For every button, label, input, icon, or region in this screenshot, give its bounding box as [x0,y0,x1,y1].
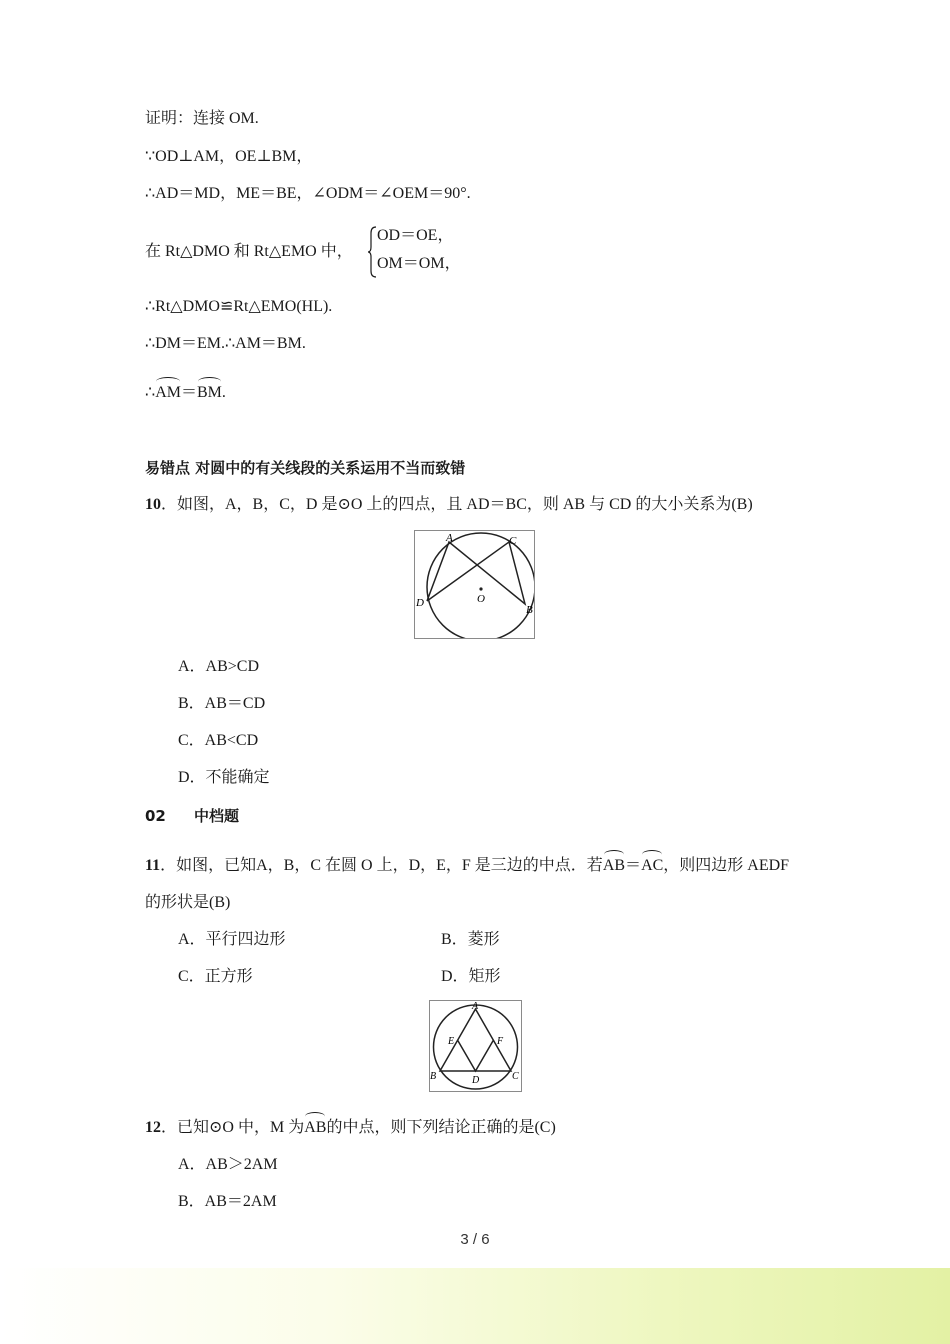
figure-q11-triangle [429,1000,522,1092]
proof-line-3: ∴AD＝MD，ME＝BE，∠ODM＝∠OEM＝90°. [145,185,471,202]
label-d: D [472,1075,480,1086]
quadrilateral-edges [458,1040,494,1071]
circle-o [427,533,535,639]
question-11-continued: 的形状是(B) [145,894,231,911]
q10-option-a: A．AB>CD [178,658,260,675]
arc-ab: AB [603,855,625,877]
section-error-title: 易错点 对圆中的有关线段的关系运用不当而致错 [145,459,466,477]
question-text-a: ．已知⊙O 中，M 为 [161,1119,305,1136]
q11-option-a: A．平行四边形 [178,931,286,948]
label-d: D [416,597,424,609]
question-text: ．如图，A，B，C，D 是⊙O 上的四点，且 AD＝BC，则 AB 与 CD 的大小关系为(B) [161,496,753,513]
label-a: A [446,532,453,544]
question-text-b: 的中点，则下列结论正确的是(C) [326,1119,556,1136]
brace-line-bottom: OM＝OM， [377,255,461,272]
section-mid-number: 02 [145,807,166,825]
equation-brace-system [368,225,488,279]
center-point [479,587,482,590]
question-number: 10 [145,496,161,513]
equals-sign: ＝ [180,384,197,401]
question-number: 12 [145,1119,161,1136]
footer-decoration [0,1268,950,1344]
figure-q10-circle [414,530,535,639]
proof-line-5: ∴Rt△DMO≌Rt△EMO(HL). [145,298,333,315]
question-10 [145,494,753,516]
q11-option-d: D．矩形 [441,968,501,985]
chords-lines [427,542,525,604]
question-12 [145,1117,556,1139]
q10-option-c: C．AB<CD [178,732,259,749]
question-text-b: ，则四边形 AEDF [663,857,790,874]
label-b: B [526,604,533,616]
proof-line-1: 证明：连接 OM. [145,110,259,127]
question-number: 11 [145,857,161,874]
label-a: A [472,1001,479,1012]
label-f: F [497,1036,504,1047]
period: . [221,384,226,401]
label-c: C [512,1071,519,1082]
brace-line-top: OD＝OE， [377,227,454,244]
question-text-a: ．如图，已知A，B，C 在圆 O 上，D，E，F 是三边的中点．若 [160,857,603,874]
page-number: 3 / 6 [460,1231,490,1248]
arc-ac: AC [641,855,663,877]
label-e: E [448,1036,455,1047]
arc-ab: AB [304,1117,326,1139]
q12-option-b: B．AB＝2AM [178,1193,277,1210]
q10-option-d: D．不能确定 [178,769,270,786]
question-11 [145,855,789,877]
proof-line-4: 在 Rt△DMO 和 Rt△EMO 中， [145,243,353,260]
q10-option-b: B．AB＝CD [178,695,266,712]
proof-line-7 [145,382,226,404]
label-c: C [509,535,517,547]
section-mid-title: 中档题 [194,807,240,825]
therefore-symbol: ∴ [145,384,156,401]
label-o: O [477,593,485,605]
proof-line-2: ∵OD⊥AM，OE⊥BM， [145,148,313,165]
q11-option-b: B．菱形 [441,931,500,948]
label-b: B [430,1071,437,1082]
q11-option-c: C．正方形 [178,968,253,985]
arc-bm: BM [197,382,222,404]
proof-line-6: ∴DM＝EM.∴AM＝BM. [145,335,306,352]
arc-am: AM [155,382,181,404]
equals-sign: ＝ [625,857,642,874]
q12-option-a: A．AB＞2AM [178,1156,278,1173]
